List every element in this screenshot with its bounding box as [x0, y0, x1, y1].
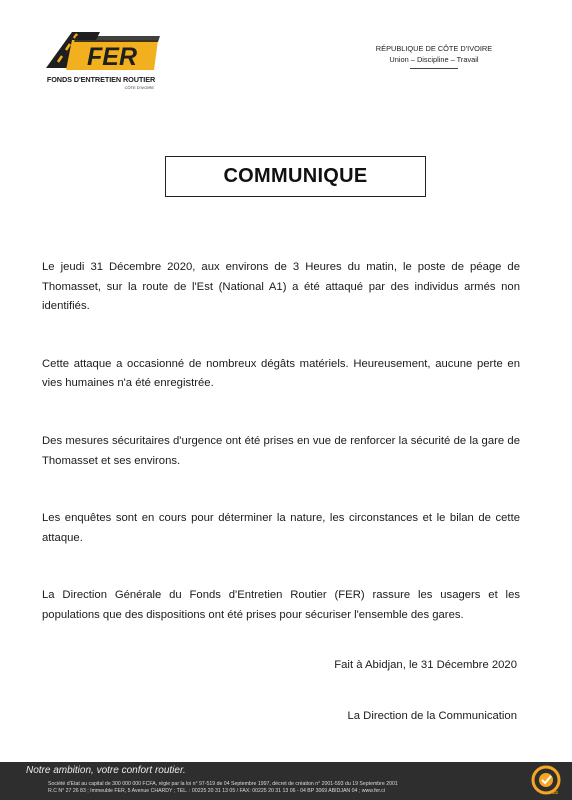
- place-date: Fait à Abidjan, le 31 Décembre 2020: [334, 659, 517, 671]
- paragraph-5: La Direction Générale du Fonds d'Entretien Routier (FER) rassure les usagers et les populations que des dispositions ont été prises pour sécuriser l'ensemble des gares.: [42, 589, 520, 621]
- certification-label: SGS: [548, 790, 558, 795]
- footer: [0, 762, 572, 800]
- fer-logo-graphic: [42, 28, 160, 76]
- republic-header: [334, 43, 534, 69]
- footer-legal: [48, 781, 518, 795]
- republic-name: RÉPUBLIQUE DE CÔTE D'IVOIRE: [375, 44, 493, 53]
- paragraph-2: Cette attaque a occasionné de nombreux dégâts matériels. Heureusement, aucune perte en vies humaines n'a été enregistrée.: [42, 357, 520, 390]
- fer-logo: [42, 28, 160, 98]
- logo-country: CÔTE D'IVOIRE: [124, 85, 154, 90]
- logo-letters: FER: [87, 43, 137, 71]
- paragraph-1: Le jeudi 31 Décembre 2020, aux environs de 3 Heures du matin, le poste de péage de Thomasset, sur la route de l'Est (National A1) a été attaqué par des individus armés non identifiés.: [42, 261, 520, 313]
- footer-legal-line-2: R.C N° 27 26 83 ; Immeuble FER, 5 Avenue CHARDY ; TEL. : 00225 20 31 13 05 / FAX: 00225 20 31 13 06 - 04 BP 3069 ABIDJAN 04 ; www.fer.ci: [48, 788, 386, 795]
- footer-legal-line-1: Société d'Etat au capital de 300 000 000 FCFA, régie par la loi n° 97-519 de 04 Septembre 1997, décret de création n° 2001-593 du 19 Septembre 2001: [48, 781, 398, 787]
- motto-divider: [410, 68, 458, 69]
- paragraph-3: Des mesures sécuritaires d'urgence ont été prises en vue de renforcer la sécurité de la gare de Thomasset et ses environs.: [42, 434, 520, 467]
- signatory: La Direction de la Communication: [347, 710, 517, 722]
- title-box: [165, 156, 426, 197]
- document-title: COMMUNIQUE: [223, 165, 368, 187]
- logo-name: FONDS D'ENTRETIEN ROUTIER: [46, 75, 156, 84]
- certification-seal-icon: [528, 764, 564, 800]
- paragraph-4: Les enquêtes sont en cours pour déterminer la nature, les circonstances et le bilan de cette attaque.: [42, 512, 520, 544]
- communique-body: [42, 258, 520, 664]
- footer-slogan: Notre ambition, votre confort routier.: [26, 765, 186, 776]
- national-motto: Union – Discipline – Travail: [389, 55, 479, 64]
